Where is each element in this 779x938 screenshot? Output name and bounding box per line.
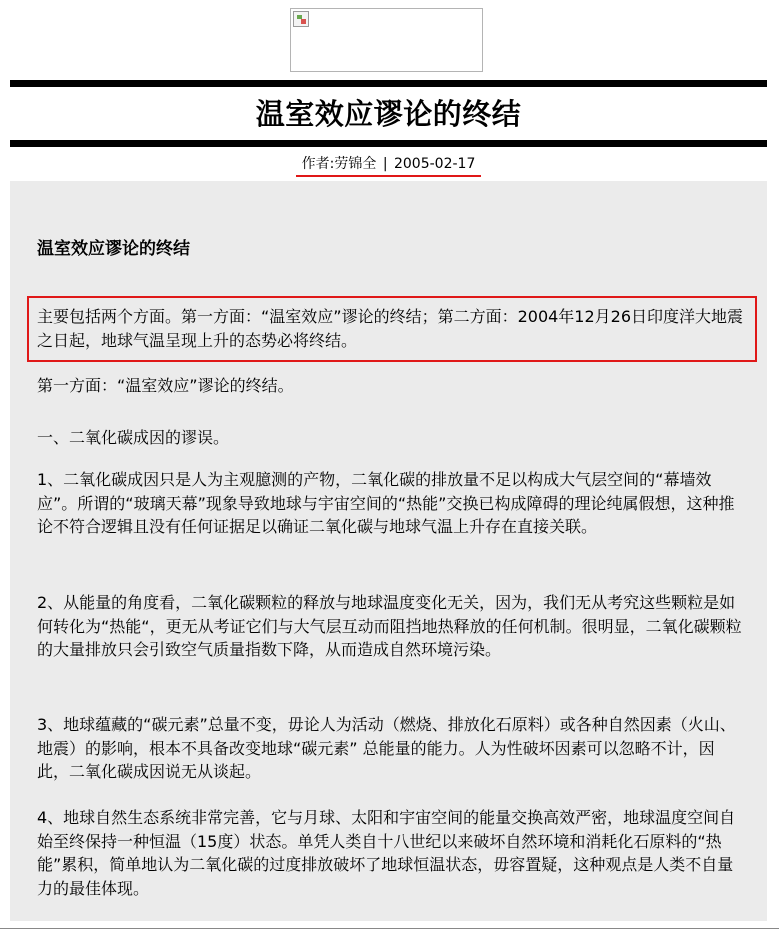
page-bottom-divider	[0, 928, 779, 929]
author: 作者:劳锦全	[301, 156, 377, 172]
paragraph-3: 3、地球蕴藏的“碳元素”总量不变，毋论人为活动（燃烧、排放化石原料）或各种自然因素（火山、地震）的影响，根本不具备改变地球“碳元素” 总能量的能力。人为性破坏因素可以忽略不计，因此，二氧化碳成因说无从谈起。	[37, 715, 736, 781]
publish-date: 2005-02-17	[393, 156, 476, 172]
article-body	[10, 181, 767, 921]
paragraph-1: 1、二氧化碳成因只是人为主观臆测的产物，二氧化碳的排放量不足以构成大气层空间的“幕墙效应”。所谓的“玻璃天幕”现象导致地球与宇宙空间的“热能”交换已构成障碍的理论纯属假想，这种推论不符合逻辑且没有任何证据足以确证二氧化碳与地球气温上升存在直接关联。	[37, 470, 735, 536]
byline	[296, 153, 481, 177]
paragraph-2: 2、从能量的角度看，二氧化碳颗粒的释放与地球温度变化无关，因为，我们无从考究这些颗粒是如何转化为“热能“，更无从考证它们与大气层互动而阻挡地热释放的任何机制。很明显，二氧化碳颗粒的大量排放只会引致空气质量指数下降，从而造成自然环境污染。	[37, 593, 742, 659]
site-logo[interactable]	[290, 8, 483, 72]
title-top-rule	[10, 80, 767, 87]
subsection-title: 一、二氧化碳成因的谬误。	[37, 428, 230, 447]
section-title: 第一方面：“温室效应”谬论的终结。	[37, 376, 294, 395]
byline-separator: |	[382, 156, 388, 172]
title-bottom-rule	[10, 140, 767, 147]
summary-highlight: 主要包括两个方面。第一方面：“温室效应”谬论的终结；第二方面：2004年12月26日印度洋大地震之日起，地球气温呈现上升的态势必将终结。	[27, 296, 757, 362]
page-title: 温室效应谬论的终结	[255, 97, 522, 131]
article-heading: 温室效应谬论的终结	[37, 239, 190, 259]
paragraph-4: 4、地球自然生态系统非常完善，它与月球、太阳和宇宙空间的能量交换高效严密，地球温度空间自始至终保持一种恒温（15度）状态。单凭人类自十八世纪以来破坏自然环境和消耗化石原料的“热能”累积，简单地认为二氧化碳的过度排放破坏了地球恒温状态，毋容置疑，这种观点是人类不自量力的最佳体现。	[37, 808, 736, 898]
broken-image-icon	[293, 11, 309, 27]
